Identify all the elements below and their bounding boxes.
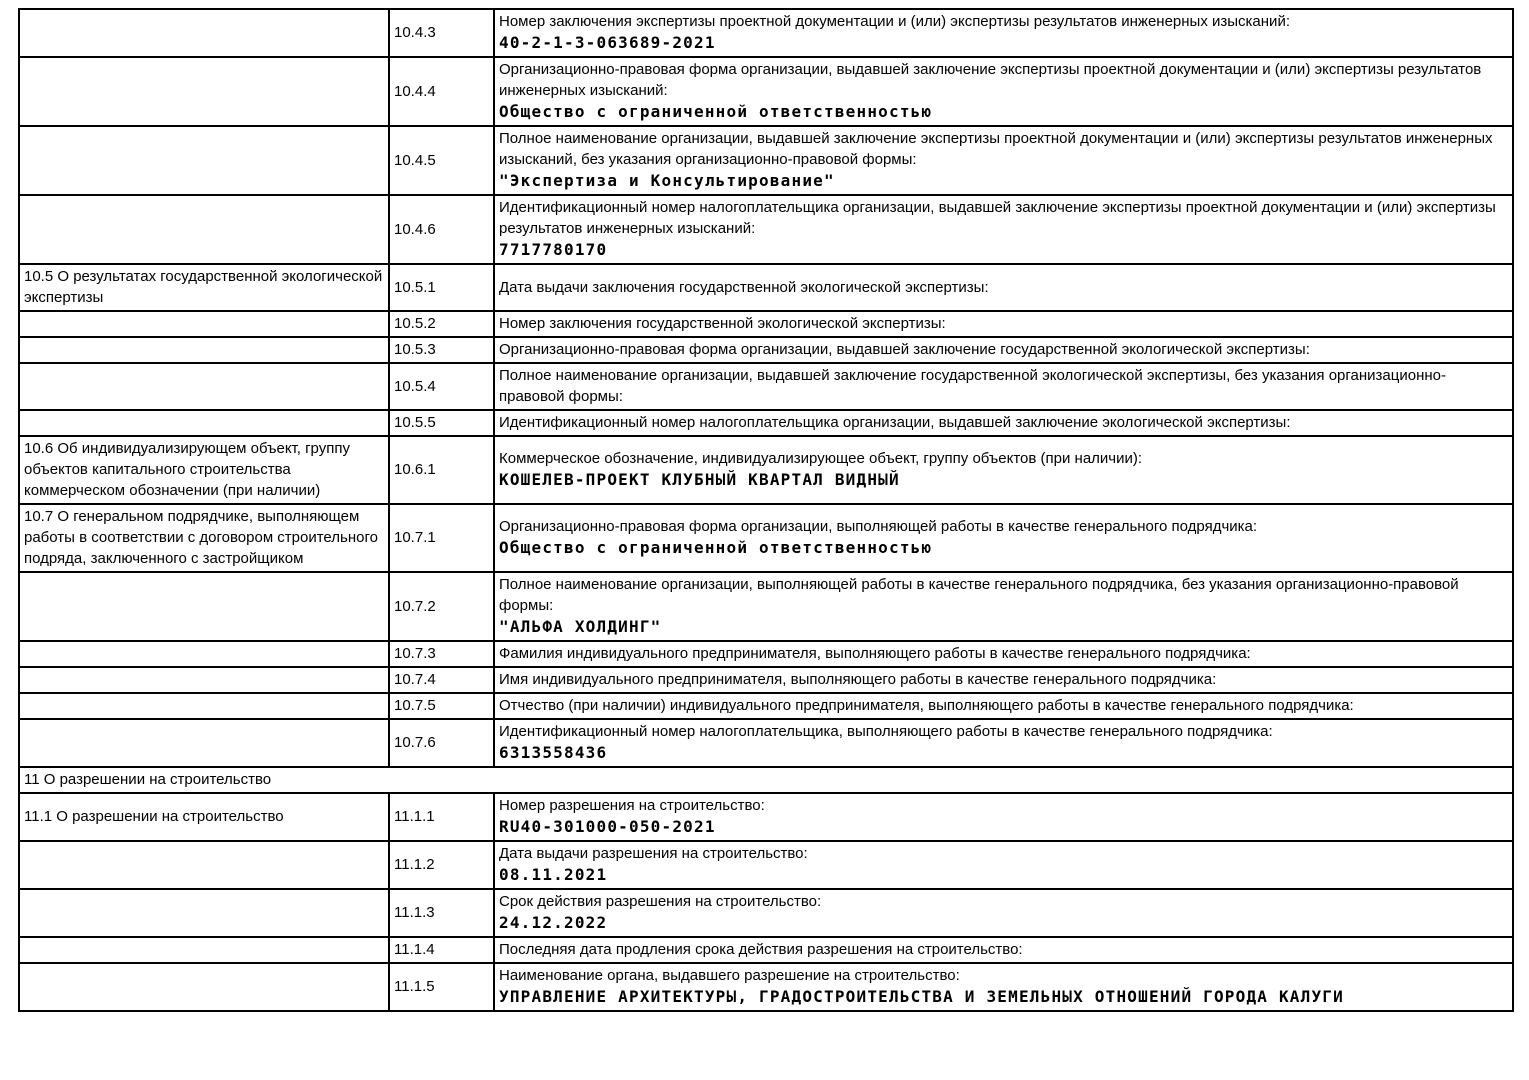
content-cell [494, 793, 1513, 841]
item-number-cell: 10.4.6 [389, 195, 494, 264]
field-label: Идентификационный номер налогоплательщика организации, выдавшей заключение экологической экспертизы: [499, 414, 1291, 431]
section-cell [19, 693, 389, 719]
field-label: Номер заключения экспертизы проектной документации и (или) экспертизы результатов инженерных изысканий: [499, 13, 1290, 30]
section-header-row [19, 767, 1513, 793]
content-cell [494, 363, 1513, 410]
field-value: 08.11.2021 [499, 865, 608, 884]
item-number-cell: 11.1.5 [389, 963, 494, 1011]
section-cell [19, 126, 389, 195]
field-value: УПРАВЛЕНИЕ АРХИТЕКТУРЫ, ГРАДОСТРОИТЕЛЬСТВА И ЗЕМЕЛЬНЫХ ОТНОШЕНИЙ ГОРОДА КАЛУГИ [499, 987, 1344, 1006]
section-cell: 10.5 О результатах государственной экологической экспертизы [19, 264, 389, 311]
field-label: Идентификационный номер налогоплательщика, выполняющего работы в качестве генерального подрядчика: [499, 723, 1273, 740]
field-label: Фамилия индивидуального предпринимателя, выполняющего работы в качестве генерального подрядчика: [499, 645, 1251, 662]
table-row [19, 337, 1513, 363]
item-number-cell: 11.1.4 [389, 937, 494, 963]
content-cell [494, 9, 1513, 57]
content-cell [494, 311, 1513, 337]
content-cell [494, 667, 1513, 693]
section-title: 11 О разрешении на строительство [19, 767, 1513, 793]
content-cell [494, 693, 1513, 719]
content-cell [494, 195, 1513, 264]
item-number-cell: 10.5.4 [389, 363, 494, 410]
table-row [19, 264, 1513, 311]
field-label: Организационно-правовая форма организации, выполняющей работы в качестве генерального подрядчика: [499, 518, 1258, 535]
table-row [19, 9, 1513, 57]
section-cell: 11.1 О разрешении на строительство [19, 793, 389, 841]
field-label: Срок действия разрешения на строительство: [499, 893, 822, 910]
item-number-cell: 10.5.3 [389, 337, 494, 363]
content-cell [494, 337, 1513, 363]
content-cell [494, 57, 1513, 126]
table-row [19, 311, 1513, 337]
item-number-cell: 10.7.5 [389, 693, 494, 719]
section-cell [19, 195, 389, 264]
content-cell [494, 841, 1513, 889]
content-cell [494, 641, 1513, 667]
section-cell [19, 57, 389, 126]
field-label: Коммерческое обозначение, индивидуализирующее объект, группу объектов (при наличии): [499, 450, 1143, 467]
field-label: Последняя дата продления срока действия разрешения на строительство: [499, 941, 1023, 958]
table-row [19, 641, 1513, 667]
field-label: Дата выдачи разрешения на строительство: [499, 845, 808, 862]
item-number-cell: 10.6.1 [389, 436, 494, 504]
item-number-cell: 10.5.5 [389, 410, 494, 436]
field-label: Номер разрешения на строительство: [499, 797, 765, 814]
table-row [19, 436, 1513, 504]
field-label: Организационно-правовая форма организации, выдавшей заключение экспертизы проектной документации и (или) экспертизы результатов инженерных изысканий: [499, 61, 1482, 99]
item-number-cell: 10.5.1 [389, 264, 494, 311]
section-cell [19, 9, 389, 57]
field-label: Наименование органа, выдавшего разрешение на строительство: [499, 967, 960, 984]
field-value: "Экспертиза и Консультирование" [499, 171, 835, 190]
item-number-cell: 10.7.2 [389, 572, 494, 641]
item-number-cell: 10.7.4 [389, 667, 494, 693]
table-row [19, 693, 1513, 719]
table-body [19, 9, 1513, 1011]
content-cell [494, 126, 1513, 195]
item-number-cell: 10.4.5 [389, 126, 494, 195]
project-declaration-table [18, 8, 1514, 1012]
item-number-cell: 11.1.2 [389, 841, 494, 889]
section-cell [19, 410, 389, 436]
section-cell: 10.6 Об индивидуализирующем объект, группу объектов капитального строительства коммерческом обозначении (при наличии) [19, 436, 389, 504]
field-label: Номер заключения государственной экологической экспертизы: [499, 315, 946, 332]
field-value: "АЛЬФА ХОЛДИНГ" [499, 617, 662, 636]
item-number-cell: 10.7.3 [389, 641, 494, 667]
table-row [19, 889, 1513, 937]
table-row [19, 719, 1513, 767]
section-cell [19, 841, 389, 889]
section-cell [19, 363, 389, 410]
table-row [19, 667, 1513, 693]
field-value: 40-2-1-3-063689-2021 [499, 33, 716, 52]
field-value: 24.12.2022 [499, 913, 608, 932]
section-cell [19, 667, 389, 693]
content-cell [494, 410, 1513, 436]
table-row [19, 57, 1513, 126]
field-value: Общество с ограниченной ответственностью [499, 538, 933, 557]
field-value: 7717780170 [499, 240, 608, 259]
table-row [19, 841, 1513, 889]
field-value: КОШЕЛЕВ-ПРОЕКТ КЛУБНЫЙ КВАРТАЛ ВИДНЫЙ [499, 470, 900, 489]
content-cell [494, 889, 1513, 937]
field-value: RU40-301000-050-2021 [499, 817, 716, 836]
table-row [19, 363, 1513, 410]
field-label: Идентификационный номер налогоплательщика организации, выдавшей заключение экспертизы проектной документации и (или) экспертизы результатов инженерных изысканий: [499, 199, 1496, 237]
item-number-cell: 11.1.3 [389, 889, 494, 937]
table-row [19, 410, 1513, 436]
section-cell [19, 641, 389, 667]
content-cell [494, 504, 1513, 572]
field-label: Полное наименование организации, выдавшей заключение экспертизы проектной документации и (или) экспертизы результатов инженерных изысканий, без указания организационно-правовой формы: [499, 130, 1493, 168]
content-cell [494, 937, 1513, 963]
table-row [19, 937, 1513, 963]
field-value: 6313558436 [499, 743, 608, 762]
item-number-cell: 10.7.6 [389, 719, 494, 767]
content-cell [494, 436, 1513, 504]
field-label: Полное наименование организации, выдавшей заключение государственной экологической экспертизы, без указания организационно-правовой формы: [499, 367, 1446, 405]
item-number-cell: 11.1.1 [389, 793, 494, 841]
section-cell [19, 572, 389, 641]
content-cell [494, 264, 1513, 311]
field-label: Отчество (при наличии) индивидуального предпринимателя, выполняющего работы в качестве генерального подрядчика: [499, 697, 1354, 714]
section-cell [19, 311, 389, 337]
section-cell [19, 719, 389, 767]
section-cell [19, 937, 389, 963]
table-row [19, 963, 1513, 1011]
section-cell: 10.7 О генеральном подрядчике, выполняющем работы в соответствии с договором строительного подряда, заключенного с застройщиком [19, 504, 389, 572]
content-cell [494, 963, 1513, 1011]
table-row [19, 504, 1513, 572]
table-row [19, 126, 1513, 195]
section-cell [19, 889, 389, 937]
field-label: Организационно-правовая форма организации, выдавшей заключение государственной экологической экспертизы: [499, 341, 1310, 358]
table-row [19, 572, 1513, 641]
field-label: Имя индивидуального предпринимателя, выполняющего работы в качестве генерального подрядчика: [499, 671, 1217, 688]
section-cell [19, 963, 389, 1011]
field-label: Дата выдачи заключения государственной экологической экспертизы: [499, 278, 989, 296]
item-number-cell: 10.4.3 [389, 9, 494, 57]
content-cell [494, 572, 1513, 641]
field-value: Общество с ограниченной ответственностью [499, 102, 933, 121]
table-row [19, 793, 1513, 841]
content-cell [494, 719, 1513, 767]
table-row [19, 195, 1513, 264]
item-number-cell: 10.5.2 [389, 311, 494, 337]
item-number-cell: 10.4.4 [389, 57, 494, 126]
section-cell [19, 337, 389, 363]
item-number-cell: 10.7.1 [389, 504, 494, 572]
field-label: Полное наименование организации, выполняющей работы в качестве генерального подрядчика, без указания организационно-правовой формы: [499, 576, 1459, 614]
